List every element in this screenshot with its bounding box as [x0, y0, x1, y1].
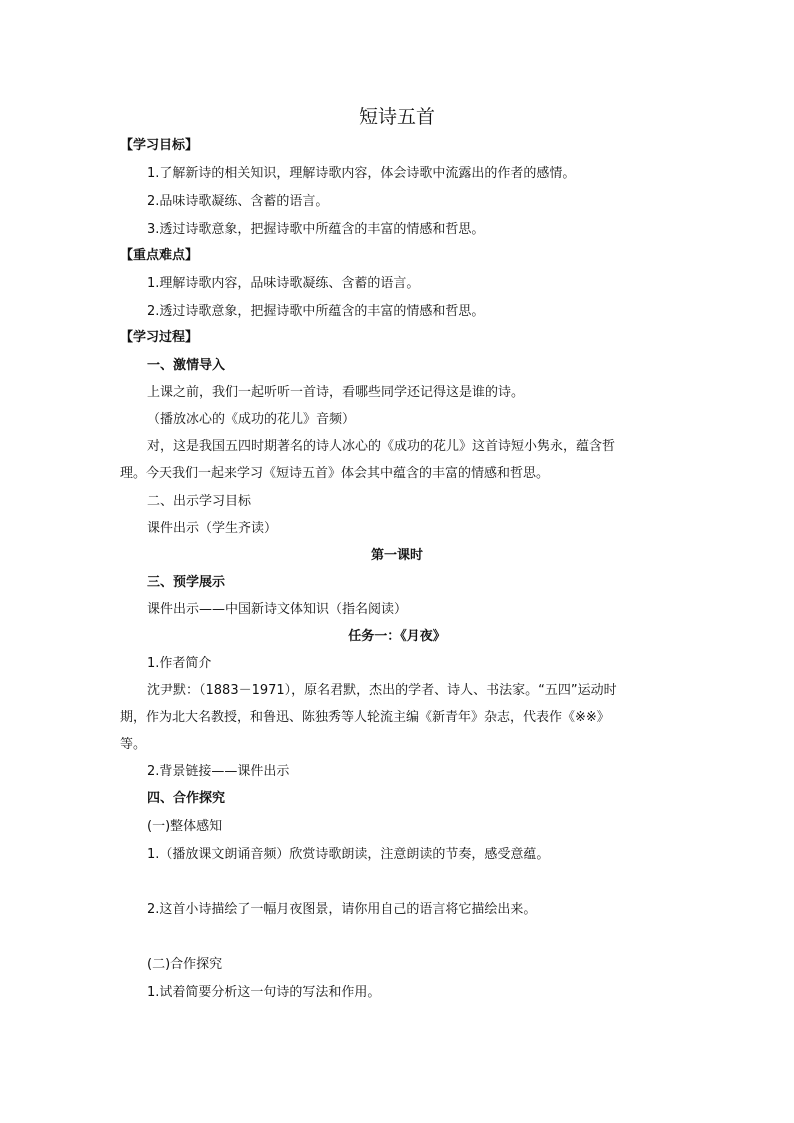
author-heading: 1.作者简介 — [147, 656, 212, 671]
courseware-note-1: 课件出示（学生齐读） — [147, 521, 278, 536]
step-heading-intro: 一、激情导入 — [147, 358, 226, 373]
courseware-note-2: 课件出示——中国新诗文体知识（指名阅读） — [147, 602, 408, 617]
section-heading-process: 【学习过程】 — [120, 330, 199, 345]
section-heading-key-points: 【重点难点】 — [120, 248, 199, 263]
subsection-overall: (一)整体感知 — [147, 819, 223, 834]
objective-2: 2.品味诗歌凝练、含蓄的语言。 — [147, 194, 329, 209]
objective-3: 3.透过诗歌意象，把握诗歌中所蕴含的丰富的情感和哲思。 — [147, 222, 485, 237]
key-point-1: 1.理解诗歌内容，品味诗歌凝练、含蓄的语言。 — [147, 276, 420, 291]
task-heading: 任务一：《月夜》 — [348, 629, 446, 644]
intro-paragraph-3-line-1: 对，这是我国五四时期著名的诗人冰心的《成功的花儿》这首诗短小隽永，蕴含哲 — [147, 439, 616, 454]
step-heading-objectives: 二、出示学习目标 — [147, 494, 252, 509]
author-bio-line-3: 等。 — [120, 737, 147, 752]
objective-1: 1.了解新诗的相关知识，理解诗歌内容，体会诗歌中流露出的作者的感情。 — [147, 166, 576, 181]
intro-paragraph-1: 上课之前，我们一起听听一首诗，看哪些同学还记得这是谁的诗。 — [147, 385, 525, 400]
subsection-cooperative: (二)合作探究 — [147, 957, 223, 972]
lesson-heading: 第一课时 — [370, 548, 423, 563]
inquiry-question-1: 1.（播放课文朗诵音频）欣赏诗歌朗读，注意朗读的节奏，感受意蕴。 — [147, 847, 550, 862]
inquiry-question-2: 2.这首小诗描绘了一幅月夜图景，请你用自己的语言将它描绘出来。 — [147, 902, 537, 917]
key-point-2: 2.透过诗歌意象，把握诗歌中所蕴含的丰富的情感和哲思。 — [147, 304, 485, 319]
intro-paragraph-3-line-2: 理。今天我们一起来学习《短诗五首》体会其中蕴含的丰富的情感和哲思。 — [120, 466, 550, 481]
author-bio-line-1: 沈尹默：（1883－1971），原名君默，杰出的学者、诗人、书法家。“五四”运动时 — [147, 683, 617, 698]
document-title: 短诗五首 — [358, 106, 435, 128]
intro-paragraph-2: （播放冰心的《成功的花儿》音频） — [147, 412, 356, 427]
step-heading-inquiry: 四、合作探究 — [147, 791, 226, 806]
author-bio-line-2: 期，作为北大名教授，和鲁迅、陈独秀等人轮流主编《新青年》杂志，代表作《※※》 — [120, 710, 610, 725]
cooperative-question-1: 1.试着简要分析这一句诗的写法和作用。 — [147, 985, 381, 1000]
section-heading-objectives: 【学习目标】 — [120, 138, 199, 153]
step-heading-preview: 三、预学展示 — [147, 575, 226, 590]
background-link: 2.背景链接——课件出示 — [147, 764, 290, 779]
